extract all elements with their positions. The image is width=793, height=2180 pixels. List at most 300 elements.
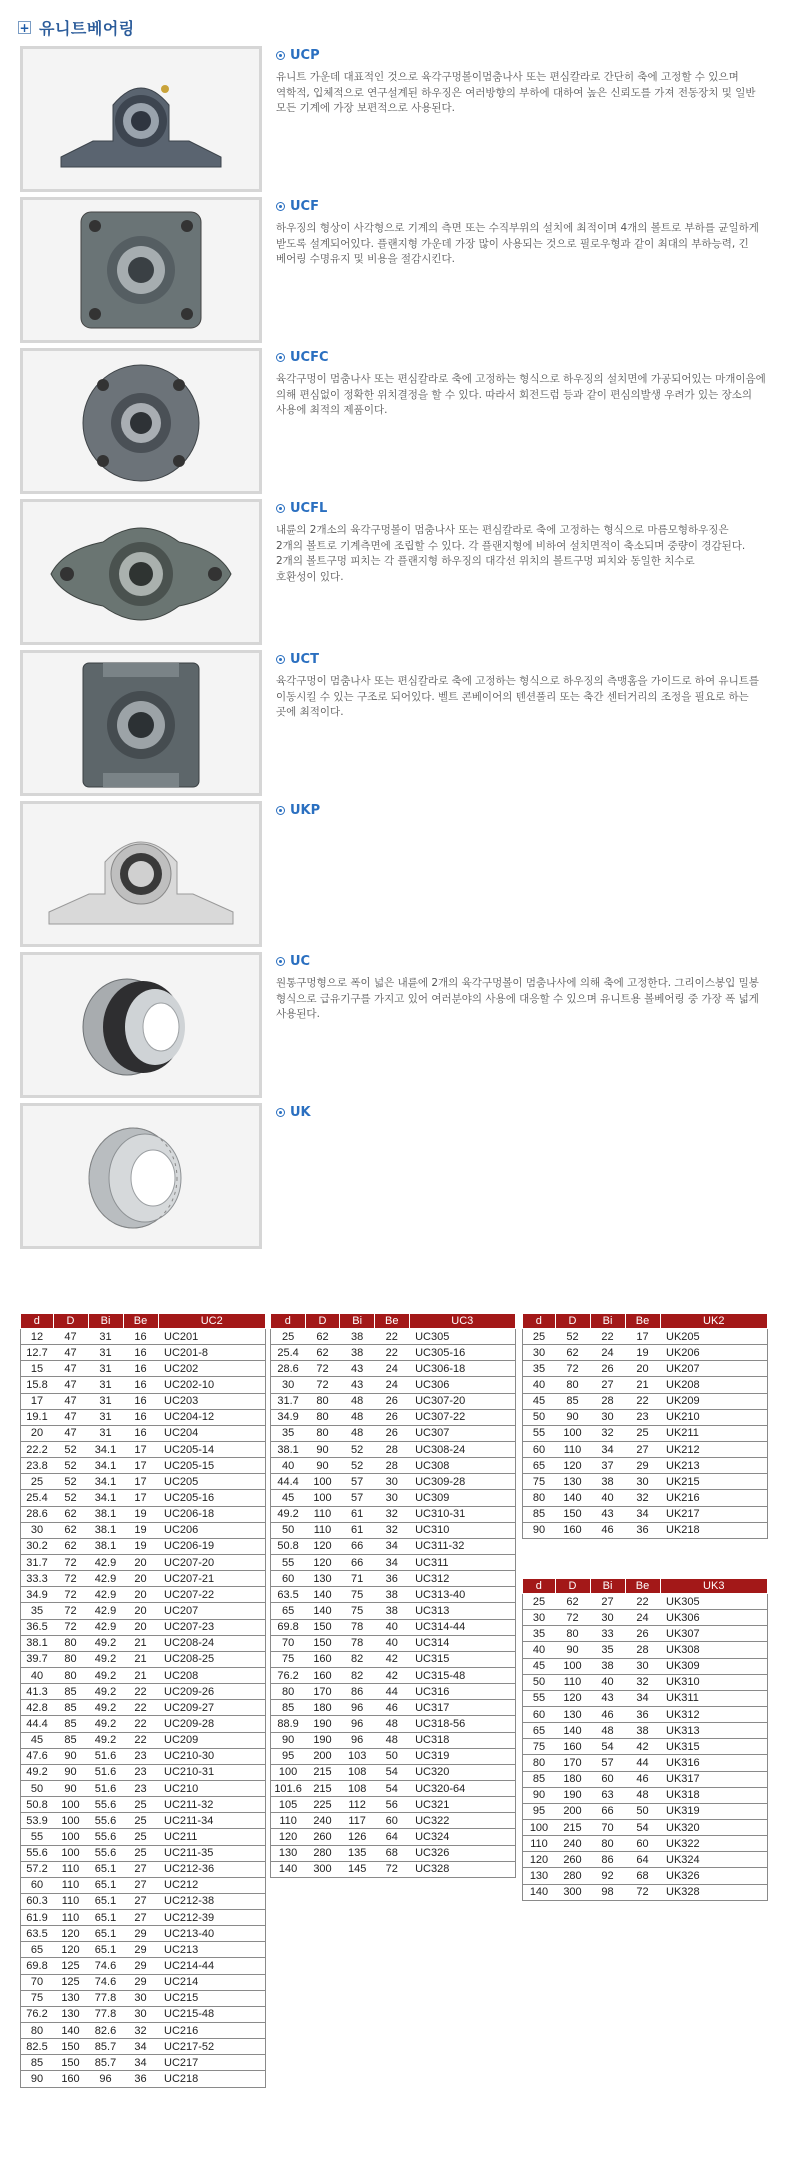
- dimension-cell: 110: [53, 1893, 88, 1909]
- dimension-cell: 160: [53, 2071, 88, 2087]
- dimension-cell: 60: [590, 1771, 625, 1787]
- table-row: [21, 1571, 266, 1587]
- bearing-code-cell: UK216: [660, 1490, 768, 1506]
- dimension-cell: 85.7: [88, 2039, 123, 2055]
- dimension-cell: 40: [523, 1377, 556, 1393]
- dimension-cell: 72: [53, 1603, 88, 1619]
- bullet-icon: [276, 51, 285, 60]
- dimension-cell: 24: [590, 1345, 625, 1361]
- dimension-cell: 20: [123, 1587, 158, 1603]
- dimension-cell: 70: [590, 1819, 625, 1835]
- table-row: [21, 1974, 266, 1990]
- dimension-cell: 34: [123, 2039, 158, 2055]
- dimension-cell: 48: [590, 1723, 625, 1739]
- dimension-cell: 16: [123, 1425, 158, 1441]
- dimension-cell: 150: [53, 2039, 88, 2055]
- dimension-cell: 26: [374, 1425, 409, 1441]
- dimension-cell: 110: [305, 1506, 340, 1522]
- table-row: [21, 1490, 266, 1506]
- plus-icon[interactable]: +: [19, 20, 30, 35]
- dimension-cell: 66: [590, 1803, 625, 1819]
- dimension-cell: 130: [53, 1990, 88, 2006]
- product-title-uct: [276, 652, 319, 667]
- dimension-cell: 34: [625, 1506, 660, 1522]
- dimension-cell: 85: [523, 1506, 556, 1522]
- dimension-cell: 50: [523, 1674, 556, 1690]
- dimension-cell: 64: [625, 1852, 660, 1868]
- table-row: [271, 1732, 516, 1748]
- table-row: [21, 1942, 266, 1958]
- dimension-cell: 22: [625, 1594, 660, 1610]
- table-row: [21, 1893, 266, 1909]
- bearing-code-cell: UC205-16: [158, 1490, 266, 1506]
- dimension-cell: 50: [523, 1409, 556, 1425]
- bearing-code-cell: UC209-26: [158, 1684, 266, 1700]
- dimension-cell: 61: [340, 1522, 375, 1538]
- table-row: [271, 1716, 516, 1732]
- table-row: [523, 1377, 768, 1393]
- bearing-code-cell: UC202: [158, 1361, 266, 1377]
- table-row: [21, 1684, 266, 1700]
- dimension-cell: 22.2: [21, 1441, 54, 1457]
- dimension-cell: 45: [523, 1393, 556, 1409]
- description-line: 형식으로 급유기구를 가지고 있어 여러분야의 사용에 대응할 수 있으며 유니트용 볼베어링 중 가장 폭 넓게: [276, 992, 759, 1005]
- dimension-cell: 42: [625, 1739, 660, 1755]
- dimension-cell: 26: [374, 1409, 409, 1425]
- dimension-cell: 65.1: [88, 1861, 123, 1877]
- dimension-cell: 50: [21, 1780, 54, 1796]
- table-row: [271, 1635, 516, 1651]
- dimension-cell: 120: [53, 1926, 88, 1942]
- dimension-cell: 100: [53, 1845, 88, 1861]
- dimension-cell: 62: [53, 1538, 88, 1554]
- column-header: Be: [374, 1314, 409, 1329]
- dimension-cell: 45: [271, 1490, 306, 1506]
- dimension-cell: 27: [590, 1594, 625, 1610]
- dimension-cell: 80: [523, 1490, 556, 1506]
- dimension-cell: 70: [271, 1635, 306, 1651]
- dimension-cell: 55: [21, 1829, 54, 1845]
- dimension-cell: 65.1: [88, 1926, 123, 1942]
- dimension-cell: 24: [374, 1377, 409, 1393]
- dimension-cell: 190: [305, 1716, 340, 1732]
- bullet-icon: [276, 957, 285, 966]
- table-row: [271, 1393, 516, 1409]
- bearing-code-cell: UK319: [660, 1803, 768, 1819]
- dimension-cell: 35: [523, 1626, 556, 1642]
- column-header: UC3: [409, 1314, 515, 1329]
- table-row: [523, 1490, 768, 1506]
- dimension-cell: 32: [123, 2023, 158, 2039]
- bearing-code-cell: UC218: [158, 2071, 266, 2087]
- bearing-code-cell: UC211-35: [158, 1845, 266, 1861]
- dimension-cell: 55.6: [21, 1845, 54, 1861]
- bearing-code-cell: UC210-30: [158, 1748, 266, 1764]
- dimension-cell: 82.5: [21, 2039, 54, 2055]
- dimension-cell: 46: [590, 1706, 625, 1722]
- dimension-cell: 55.6: [88, 1813, 123, 1829]
- dimension-cell: 47: [53, 1377, 88, 1393]
- dimension-cell: 39.7: [21, 1651, 54, 1667]
- table-row: [523, 1329, 768, 1345]
- dimension-cell: 31: [88, 1361, 123, 1377]
- bearing-code-cell: UK317: [660, 1771, 768, 1787]
- bearing-code-cell: UC216: [158, 2023, 266, 2039]
- dimension-cell: 46: [625, 1771, 660, 1787]
- table-row: [21, 1829, 266, 1845]
- dimension-cell: 90: [53, 1764, 88, 1780]
- dimension-cell: 280: [555, 1868, 590, 1884]
- dimension-cell: 66: [340, 1554, 375, 1570]
- dimension-cell: 85: [271, 1700, 306, 1716]
- dimension-cell: 19: [123, 1538, 158, 1554]
- dimension-cell: 90: [21, 2071, 54, 2087]
- table-row: [523, 1441, 768, 1457]
- bearing-code-cell: UK208: [660, 1377, 768, 1393]
- dimension-cell: 62: [305, 1345, 340, 1361]
- bearing-code-cell: UC201: [158, 1329, 266, 1345]
- dimension-cell: 126: [340, 1829, 375, 1845]
- table-row: [21, 1361, 266, 1377]
- table-row: [523, 1739, 768, 1755]
- bearing-code-cell: UK215: [660, 1474, 768, 1490]
- table-row: [523, 1626, 768, 1642]
- bearing-code-cell: UC215-48: [158, 2006, 266, 2022]
- bearing-code-cell: UC321: [409, 1797, 515, 1813]
- bearing-code-cell: UC214-44: [158, 1958, 266, 1974]
- dimension-cell: 19: [123, 1522, 158, 1538]
- product-title-uk: [276, 1105, 311, 1120]
- product-ucf: [20, 197, 780, 345]
- product-image-uk: [20, 1103, 262, 1249]
- dimension-cell: 40: [271, 1458, 306, 1474]
- table-header-row: [271, 1314, 516, 1329]
- bearing-code-cell: UK312: [660, 1706, 768, 1722]
- table-header-row: [523, 1579, 768, 1594]
- dimension-cell: 100: [305, 1490, 340, 1506]
- description-line: 2개의 볼트로 기계측면에 조립할 수 있다. 각 플랜지형에 비하여 설치면적이 축소되며 중량이 경감된다.: [276, 539, 746, 552]
- dimension-cell: 110: [555, 1674, 590, 1690]
- bearing-code-cell: UC324: [409, 1829, 515, 1845]
- bearing-code-cell: UC310-31: [409, 1506, 515, 1522]
- dimension-cell: 120: [53, 1942, 88, 1958]
- dimension-cell: 75: [340, 1603, 375, 1619]
- dimension-cell: 30: [590, 1409, 625, 1425]
- dimension-cell: 78: [340, 1619, 375, 1635]
- table-row: [523, 1474, 768, 1490]
- dimension-cell: 25: [123, 1797, 158, 1813]
- dimension-cell: 62: [53, 1522, 88, 1538]
- table-row: [21, 1651, 266, 1667]
- dimension-cell: 75: [523, 1739, 556, 1755]
- dimension-cell: 27: [123, 1910, 158, 1926]
- bearing-ucp-illustration: [23, 49, 259, 189]
- dimension-cell: 55: [271, 1554, 306, 1570]
- bearing-code-cell: UC318-56: [409, 1716, 515, 1732]
- dimension-cell: 52: [53, 1474, 88, 1490]
- dimension-cell: 29: [123, 1942, 158, 1958]
- bearing-code-cell: UC207: [158, 1603, 266, 1619]
- product-image-ucp: [20, 46, 262, 192]
- dimension-cell: 260: [305, 1829, 340, 1845]
- description-line: 의해 편심없이 정확한 위치결정을 할 수 있다. 따라서 회전드럼 등과 같이 편심의발생 우려가 있는 장소의: [276, 388, 753, 401]
- table-row: [21, 1780, 266, 1796]
- table-row: [21, 1764, 266, 1780]
- dimension-cell: 72: [53, 1554, 88, 1570]
- table-row: [21, 1554, 266, 1570]
- dimension-cell: 80: [21, 2023, 54, 2039]
- table-row: [21, 2006, 266, 2022]
- dimension-cell: 16: [123, 1409, 158, 1425]
- dimension-cell: 28: [374, 1441, 409, 1457]
- dimension-cell: 65.1: [88, 1893, 123, 1909]
- dimension-cell: 80: [590, 1836, 625, 1852]
- column-header: Bi: [590, 1314, 625, 1329]
- product-description-ucf: [276, 221, 766, 268]
- table-row: [21, 1619, 266, 1635]
- dimension-cell: 51.6: [88, 1764, 123, 1780]
- table-row: [271, 1474, 516, 1490]
- bearing-code-cell: UC315-48: [409, 1667, 515, 1683]
- bearing-code-cell: UC217: [158, 2055, 266, 2071]
- dimension-cell: 60.3: [21, 1893, 54, 1909]
- dimension-cell: 57: [340, 1474, 375, 1490]
- table-row: [21, 1990, 266, 2006]
- dimension-cell: 31.7: [271, 1393, 306, 1409]
- dimension-cell: 17: [625, 1329, 660, 1345]
- dimension-cell: 100: [555, 1425, 590, 1441]
- dimension-cell: 100: [271, 1764, 306, 1780]
- dimension-cell: 98: [590, 1884, 625, 1900]
- bearing-ukp-illustration: [23, 804, 259, 944]
- dimension-cell: 21: [123, 1635, 158, 1651]
- table-row: [21, 1910, 266, 1926]
- dimension-cell: 32: [374, 1506, 409, 1522]
- column-header: Bi: [88, 1314, 123, 1329]
- dimension-cell: 36: [625, 1706, 660, 1722]
- dimension-cell: 29: [123, 1958, 158, 1974]
- dimension-cell: 110: [523, 1836, 556, 1852]
- dimension-cell: 26: [374, 1393, 409, 1409]
- table-row: [21, 1813, 266, 1829]
- table-row: [21, 1926, 266, 1942]
- table-row: [271, 1458, 516, 1474]
- dimension-cell: 52: [340, 1458, 375, 1474]
- dimension-cell: 56: [374, 1797, 409, 1813]
- dimension-cell: 72: [625, 1884, 660, 1900]
- table-row: [523, 1610, 768, 1626]
- bearing-code-cell: UK212: [660, 1441, 768, 1457]
- dimension-cell: 17: [123, 1490, 158, 1506]
- dimension-cell: 85: [555, 1393, 590, 1409]
- table-row: [523, 1787, 768, 1803]
- dimension-cell: 35: [523, 1361, 556, 1377]
- dimension-cell: 120: [305, 1554, 340, 1570]
- table-row: [271, 1522, 516, 1538]
- dimension-cell: 57.2: [21, 1861, 54, 1877]
- dimension-cell: 150: [305, 1635, 340, 1651]
- table-row: [271, 1748, 516, 1764]
- dimension-cell: 90: [523, 1787, 556, 1803]
- bearing-code-cell: UC202-10: [158, 1377, 266, 1393]
- table-row: [271, 1845, 516, 1861]
- column-header: UC2: [158, 1314, 266, 1329]
- table-row: [523, 1852, 768, 1868]
- bearing-code-cell: UC305: [409, 1329, 515, 1345]
- dimension-cell: 68: [625, 1868, 660, 1884]
- dimension-cell: 120: [305, 1538, 340, 1554]
- dimension-cell: 16: [123, 1345, 158, 1361]
- dimension-cell: 47: [53, 1361, 88, 1377]
- dimension-cell: 62: [555, 1345, 590, 1361]
- column-header: Be: [625, 1579, 660, 1594]
- dimension-cell: 30: [374, 1474, 409, 1490]
- product-name: UCFL: [290, 501, 328, 516]
- table-row: [523, 1658, 768, 1674]
- dimension-cell: 71: [340, 1571, 375, 1587]
- bullet-icon: [276, 202, 285, 211]
- dimension-cell: 140: [305, 1587, 340, 1603]
- description-line: 호환성이 있다.: [276, 570, 344, 583]
- dimension-cell: 180: [555, 1771, 590, 1787]
- table-row: [21, 1458, 266, 1474]
- dimension-cell: 22: [374, 1345, 409, 1361]
- dimension-cell: 170: [305, 1684, 340, 1700]
- dimension-cell: 74.6: [88, 1974, 123, 1990]
- dimension-cell: 30: [123, 2006, 158, 2022]
- dimension-cell: 80: [53, 1651, 88, 1667]
- page-title: 유니트베어링: [39, 18, 135, 38]
- bearing-code-cell: UC215: [158, 1990, 266, 2006]
- table-row: [271, 1506, 516, 1522]
- dimension-cell: 62: [555, 1594, 590, 1610]
- dimension-cell: 190: [305, 1732, 340, 1748]
- dimension-cell: 90: [271, 1732, 306, 1748]
- column-header: D: [555, 1579, 590, 1594]
- bearing-uk-illustration: [23, 1106, 259, 1246]
- bearing-code-cell: UC211: [158, 1829, 266, 1845]
- dimension-cell: 50.8: [21, 1797, 54, 1813]
- product-uct: [20, 650, 780, 798]
- table-row: [271, 1667, 516, 1683]
- table-row: [21, 1441, 266, 1457]
- dimension-cell: 108: [340, 1780, 375, 1796]
- dimension-cell: 25: [523, 1594, 556, 1610]
- bearing-code-cell: UC322: [409, 1813, 515, 1829]
- dimension-cell: 21: [123, 1667, 158, 1683]
- dimension-cell: 25: [21, 1474, 54, 1490]
- dimension-cell: 51.6: [88, 1748, 123, 1764]
- bearing-code-cell: UC201-8: [158, 1345, 266, 1361]
- dimension-cell: 90: [555, 1409, 590, 1425]
- dimension-cell: 49.2: [88, 1651, 123, 1667]
- dimension-cell: 46: [374, 1700, 409, 1716]
- dimension-cell: 88.9: [271, 1716, 306, 1732]
- dimension-cell: 117: [340, 1813, 375, 1829]
- product-image-ucfc: [20, 348, 262, 494]
- bearing-code-cell: UK318: [660, 1787, 768, 1803]
- dimension-cell: 38: [374, 1587, 409, 1603]
- dimension-cell: 23: [123, 1748, 158, 1764]
- dimension-cell: 85: [53, 1732, 88, 1748]
- dimension-cell: 105: [271, 1797, 306, 1813]
- product-ucfl: [20, 499, 780, 647]
- dimension-cell: 49.2: [88, 1684, 123, 1700]
- dimension-cell: 42.9: [88, 1571, 123, 1587]
- dimension-cell: 43: [340, 1361, 375, 1377]
- dimension-cell: 25: [123, 1829, 158, 1845]
- dimension-cell: 16: [123, 1393, 158, 1409]
- dimension-cell: 38.1: [271, 1441, 306, 1457]
- dimension-cell: 25: [123, 1813, 158, 1829]
- dimension-cell: 20: [625, 1361, 660, 1377]
- dimension-cell: 140: [555, 1490, 590, 1506]
- dimension-cell: 80: [305, 1393, 340, 1409]
- bearing-code-cell: UK313: [660, 1723, 768, 1739]
- dimension-cell: 55: [523, 1690, 556, 1706]
- dimension-cell: 82: [340, 1651, 375, 1667]
- bearing-code-cell: UC207-23: [158, 1619, 266, 1635]
- dimension-cell: 49.2: [88, 1667, 123, 1683]
- column-header: d: [21, 1314, 54, 1329]
- dimension-cell: 30: [123, 1990, 158, 2006]
- dimension-cell: 28: [374, 1458, 409, 1474]
- dimension-cell: 15: [21, 1361, 54, 1377]
- bearing-code-cell: UC210-31: [158, 1764, 266, 1780]
- dimension-cell: 96: [88, 2071, 123, 2087]
- dimension-cell: 31: [88, 1425, 123, 1441]
- table-row: [523, 1594, 768, 1610]
- dimension-cell: 60: [21, 1877, 54, 1893]
- dimension-cell: 52: [53, 1458, 88, 1474]
- product-name: UK: [290, 1105, 311, 1120]
- bearing-code-cell: UK310: [660, 1674, 768, 1690]
- dimension-cell: 160: [555, 1522, 590, 1538]
- dimension-cell: 44: [625, 1755, 660, 1771]
- bearing-code-cell: UC313-40: [409, 1587, 515, 1603]
- column-header: Be: [625, 1314, 660, 1329]
- product-name: UCF: [290, 199, 319, 214]
- dimension-cell: 34.1: [88, 1441, 123, 1457]
- dimension-cell: 25.4: [21, 1490, 54, 1506]
- column-header: d: [271, 1314, 306, 1329]
- dimension-cell: 38: [340, 1329, 375, 1345]
- table-row: [523, 1409, 768, 1425]
- dimension-cell: 30: [625, 1474, 660, 1490]
- table-row: [523, 1771, 768, 1787]
- bearing-code-cell: UK218: [660, 1522, 768, 1538]
- column-header: UK2: [660, 1314, 768, 1329]
- table-row: [271, 1441, 516, 1457]
- dimension-cell: 72: [555, 1610, 590, 1626]
- dimension-cell: 31.7: [21, 1554, 54, 1570]
- bearing-code-cell: UC213: [158, 1942, 266, 1958]
- dimension-cell: 77.8: [88, 2006, 123, 2022]
- table-row: [271, 1538, 516, 1554]
- table-row: [523, 1642, 768, 1658]
- bearing-code-cell: UC214: [158, 1974, 266, 1990]
- dimension-cell: 42.9: [88, 1587, 123, 1603]
- column-header: Bi: [590, 1579, 625, 1594]
- bearing-code-cell: UC314: [409, 1635, 515, 1651]
- dimension-cell: 86: [590, 1852, 625, 1868]
- product-name: UC: [290, 954, 311, 969]
- dimension-cell: 22: [123, 1716, 158, 1732]
- bearing-code-cell: UC308: [409, 1458, 515, 1474]
- column-header: Be: [123, 1314, 158, 1329]
- table-row: [21, 1474, 266, 1490]
- description-line: 육각구멍이 멈춤나사 또는 편심칼라로 축에 고정하는 형식으로 하우징의 측맹홈을 가이드로 하여 유니트를: [276, 675, 760, 687]
